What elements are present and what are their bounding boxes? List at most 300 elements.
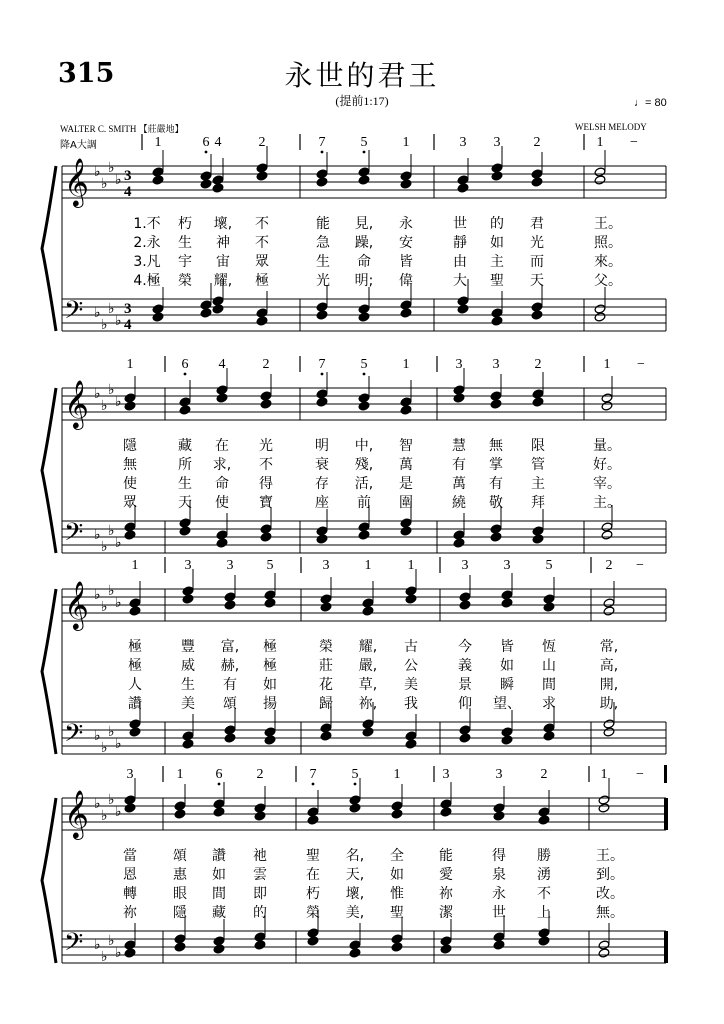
jianpu-number: 2 xyxy=(605,558,613,573)
note-head xyxy=(440,936,452,946)
note-head xyxy=(457,296,469,306)
bass-clef-icon: 𝄢 xyxy=(64,296,84,331)
lyric-syllable: 殘, xyxy=(354,457,374,473)
note-head xyxy=(320,594,332,604)
note-head xyxy=(493,940,505,950)
final-number-barline xyxy=(664,765,667,783)
note-head xyxy=(405,594,417,604)
flat-icon: ♭ xyxy=(108,160,115,176)
lyric-syllable: 如 xyxy=(500,658,514,674)
lyric-syllable: 惠 xyxy=(173,867,187,883)
treble-clef-icon: 𝄞 xyxy=(64,379,89,428)
scripture-reference: (提前1:17) xyxy=(335,94,389,108)
flat-icon: ♭ xyxy=(115,313,122,329)
jianpu-number: 3 xyxy=(322,558,330,573)
lyric-syllable: 急 xyxy=(316,235,330,251)
jianpu-number: 2 xyxy=(258,135,266,150)
lyric-syllable: 宇 xyxy=(178,254,192,270)
note-head xyxy=(405,731,417,741)
jianpu-number: − xyxy=(636,558,644,573)
note-head xyxy=(603,598,615,608)
note-head xyxy=(358,522,370,532)
lyric-syllable: 無 xyxy=(123,457,137,473)
flat-icon: ♭ xyxy=(94,587,101,603)
lyric-syllable: 掌 xyxy=(489,457,503,473)
note-head xyxy=(200,179,212,189)
note-head xyxy=(491,308,503,318)
lyric-syllable: 神 xyxy=(216,235,230,251)
system-1 xyxy=(42,134,666,333)
note-head xyxy=(440,799,452,809)
note-head xyxy=(493,803,505,813)
flat-icon: ♭ xyxy=(94,164,101,180)
lyric-syllable: 智 xyxy=(399,438,413,454)
note-head xyxy=(603,719,615,729)
lyric-syllable: 潔 xyxy=(439,905,453,921)
lyric-syllable: 皆 xyxy=(399,254,413,270)
flat-icon: ♭ xyxy=(94,305,101,321)
note-head xyxy=(213,944,225,954)
note-head xyxy=(320,723,332,733)
note-head xyxy=(182,731,194,741)
lyric-syllable: 求 xyxy=(542,696,556,712)
lyric-syllable: 永 xyxy=(492,886,506,902)
note-head xyxy=(594,312,606,322)
note-head xyxy=(349,795,361,805)
note-head xyxy=(216,393,228,403)
jianpu-number: 3 xyxy=(184,558,192,573)
note-head xyxy=(362,727,374,737)
treble-staff xyxy=(62,798,666,830)
note-head xyxy=(254,940,266,950)
brace-icon xyxy=(42,589,56,754)
lyric-syllable: 助, xyxy=(599,696,619,712)
flat-icon: ♭ xyxy=(108,382,115,398)
octave-dot xyxy=(184,373,187,376)
note-head xyxy=(594,167,606,177)
note-head xyxy=(594,175,606,185)
lyric-syllable: 義 xyxy=(458,658,472,674)
lyric-syllable: 父。 xyxy=(594,273,622,289)
note-head xyxy=(264,590,276,600)
note-head xyxy=(358,175,370,185)
lyric-syllable: 美, xyxy=(345,905,365,921)
note-head xyxy=(601,530,613,540)
lyric-syllable: 到。 xyxy=(596,867,624,883)
jianpu-number: 3 xyxy=(492,357,500,372)
note-head xyxy=(491,171,503,181)
lyric-syllable: 明; xyxy=(354,273,374,289)
lyric-syllable: 赫, xyxy=(220,658,240,674)
lyric-syllable: 2.永 xyxy=(133,235,161,251)
jianpu-number: 2 xyxy=(533,135,541,150)
note-head xyxy=(124,948,136,958)
jianpu-number: 2 xyxy=(534,357,542,372)
lyric-syllable: 今 xyxy=(458,639,472,655)
lyric-syllable: 頌 xyxy=(173,848,187,864)
lyric-syllable: 改。 xyxy=(596,886,624,902)
lyric-syllable: 莊 xyxy=(319,658,333,674)
flat-icon: ♭ xyxy=(108,724,115,740)
note-head xyxy=(200,300,212,310)
note-head xyxy=(124,393,136,403)
lyric-syllable: 在 xyxy=(306,867,320,883)
lyric-syllable: 仰 xyxy=(458,696,472,712)
note-head xyxy=(182,594,194,604)
lyric-syllable: 眾 xyxy=(255,254,269,270)
jianpu-number: 3 xyxy=(226,558,234,573)
lyric-syllable: 生 xyxy=(316,254,330,270)
octave-dot xyxy=(312,783,315,786)
lyric-syllable: 不 xyxy=(255,216,269,232)
jianpu-number: 3 xyxy=(126,767,134,782)
lyric-syllable: 威 xyxy=(181,658,195,674)
lyric-syllable: 有 xyxy=(452,457,466,473)
lyric-syllable: 無 xyxy=(489,438,503,454)
lyric-syllable: 不 xyxy=(255,235,269,251)
system-3 xyxy=(42,557,666,756)
lyric-syllable: 泉 xyxy=(492,867,506,883)
note-head xyxy=(152,175,164,185)
note-head xyxy=(532,397,544,407)
lyric-syllable: 聖 xyxy=(306,848,320,864)
note-head xyxy=(400,397,412,407)
lyric-syllable: 3.凡 xyxy=(133,254,161,270)
lyric-syllable: 勝 xyxy=(537,848,551,864)
brace-icon xyxy=(42,388,56,553)
note-head xyxy=(182,739,194,749)
lyric-syllable: 人 xyxy=(128,677,142,693)
lyricist-credit: WALTER C. SMITH 【莊嚴地】 xyxy=(60,124,184,134)
jianpu-number: 1 xyxy=(131,558,139,573)
jianpu-number: 3 xyxy=(461,558,469,573)
jianpu-number: 5 xyxy=(266,558,274,573)
treble-staff xyxy=(62,589,666,621)
lyric-syllable: 不 xyxy=(259,457,273,473)
note-head xyxy=(598,803,610,813)
note-head xyxy=(538,807,550,817)
lyric-syllable: 天, xyxy=(345,867,365,883)
lyric-syllable: 能 xyxy=(316,216,330,232)
note-head xyxy=(457,175,469,185)
note-head xyxy=(601,522,613,532)
note-head xyxy=(216,538,228,548)
note-head xyxy=(543,602,555,612)
note-head xyxy=(491,163,503,173)
jianpu-number: 3 xyxy=(495,767,503,782)
note-head xyxy=(256,171,268,181)
lyric-syllable: 如 xyxy=(212,867,226,883)
lyric-syllable: 萬 xyxy=(452,476,466,492)
lyric-syllable: 極 xyxy=(263,639,277,655)
lyric-syllable: 大 xyxy=(453,273,467,289)
lyric-syllable: 花 xyxy=(319,677,333,693)
note-head xyxy=(182,586,194,596)
note-head xyxy=(316,397,328,407)
note-head xyxy=(603,727,615,737)
note-head xyxy=(129,727,141,737)
lyric-syllable: 的 xyxy=(253,905,267,921)
lyric-syllable: 偉 xyxy=(399,273,413,289)
lyric-syllable: 極 xyxy=(128,639,142,655)
lyric-syllable: 得 xyxy=(259,476,273,492)
note-head xyxy=(501,735,513,745)
lyric-syllable: 天 xyxy=(530,273,544,289)
note-head xyxy=(200,171,212,181)
lyric-syllable: 存 xyxy=(315,476,329,492)
note-head xyxy=(129,598,141,608)
flat-icon: ♭ xyxy=(115,535,122,551)
lyric-syllable: 榮 xyxy=(306,905,320,921)
lyric-syllable: 豐 xyxy=(181,639,195,655)
jianpu-number: 1 xyxy=(603,357,611,372)
note-head xyxy=(358,530,370,540)
bass-staff xyxy=(62,931,666,963)
lyric-syllable: 即 xyxy=(253,886,267,902)
flat-icon: ♭ xyxy=(108,301,115,317)
treble-clef-icon: 𝄞 xyxy=(64,157,89,206)
lyric-syllable: 主 xyxy=(531,476,545,492)
flat-icon: ♭ xyxy=(115,736,122,752)
jianpu-number: 1 xyxy=(154,135,162,150)
key-signature-label: 降A大調 xyxy=(60,140,97,151)
jianpu-number: 6 xyxy=(215,767,223,782)
note-head xyxy=(320,731,332,741)
lyric-syllable: 湧 xyxy=(537,867,551,883)
jianpu-number: 1 xyxy=(596,135,604,150)
lyric-syllable: 山 xyxy=(542,658,556,674)
lyric-syllable: 間 xyxy=(212,886,226,902)
jianpu-number: 2 xyxy=(540,767,548,782)
system-2 xyxy=(42,356,666,555)
note-head xyxy=(358,401,370,411)
lyric-syllable: 望、 xyxy=(493,696,521,712)
lyric-syllable: 雲 xyxy=(253,867,267,883)
lyric-syllable: 祢 xyxy=(123,905,137,921)
note-head xyxy=(124,940,136,950)
note-head xyxy=(358,312,370,322)
lyric-syllable: 揚 xyxy=(263,696,277,712)
note-head xyxy=(179,526,191,536)
flat-icon: ♭ xyxy=(101,949,108,965)
lyric-syllable: 1.不 xyxy=(133,216,161,232)
lyric-syllable: 主 xyxy=(490,254,504,270)
flat-icon: ♭ xyxy=(101,398,108,414)
flat-icon: ♭ xyxy=(101,808,108,824)
lyric-syllable: 是 xyxy=(399,476,413,492)
note-head xyxy=(349,803,361,813)
lyric-syllable: 愛 xyxy=(439,867,453,883)
lyric-syllable: 能 xyxy=(439,848,453,864)
note-head xyxy=(440,944,452,954)
jianpu-number: 5 xyxy=(360,357,368,372)
note-head xyxy=(598,940,610,950)
lyric-syllable: 景 xyxy=(458,677,472,693)
lyric-syllable: 隱 xyxy=(123,438,137,454)
note-head xyxy=(358,304,370,314)
note-head xyxy=(316,534,328,544)
note-head xyxy=(254,803,266,813)
note-head xyxy=(212,183,224,193)
note-head xyxy=(129,606,141,616)
note-head xyxy=(453,393,465,403)
lyric-syllable: 得 xyxy=(492,848,506,864)
lyric-syllable: 瞬 xyxy=(500,677,514,693)
note-head xyxy=(543,723,555,733)
lyric-syllable: 耀, xyxy=(358,639,378,655)
lyric-syllable: 繞 xyxy=(452,495,466,511)
lyric-syllable: 壞, xyxy=(345,886,365,902)
lyric-syllable: 榮 xyxy=(319,639,333,655)
note-head xyxy=(124,795,136,805)
lyric-syllable: 全 xyxy=(390,848,404,864)
lyric-syllable: 耀, xyxy=(213,273,233,289)
lyric-syllable: 極 xyxy=(255,273,269,289)
note-head xyxy=(400,308,412,318)
lyric-syllable: 王。 xyxy=(594,216,622,232)
note-head xyxy=(213,936,225,946)
lyric-syllable: 美 xyxy=(181,696,195,712)
note-head xyxy=(124,522,136,532)
note-head xyxy=(603,606,615,616)
lyric-syllable: 上 xyxy=(537,905,551,921)
note-head xyxy=(598,795,610,805)
note-head xyxy=(405,739,417,749)
lyric-syllable: 使 xyxy=(123,476,137,492)
note-head xyxy=(400,179,412,189)
lyric-syllable: 皆 xyxy=(500,639,514,655)
lyric-syllable: 讚 xyxy=(128,696,142,712)
note-head xyxy=(179,397,191,407)
bass-clef-icon: 𝄢 xyxy=(64,928,84,963)
lyric-syllable: 限 xyxy=(531,438,545,454)
note-head xyxy=(152,312,164,322)
note-head xyxy=(124,803,136,813)
note-head xyxy=(400,405,412,415)
lyric-syllable: 慧 xyxy=(452,438,466,454)
jianpu-number: 2 xyxy=(256,767,264,782)
lyric-syllable: 主。 xyxy=(593,495,621,511)
note-head xyxy=(254,932,266,942)
treble-clef-icon: 𝄞 xyxy=(64,789,89,838)
time-signature: 3 xyxy=(124,301,132,317)
note-head xyxy=(213,799,225,809)
lyric-syllable: 祂 xyxy=(253,848,267,864)
lyric-syllable: 生 xyxy=(178,476,192,492)
note-head xyxy=(307,928,319,938)
flat-icon: ♭ xyxy=(115,804,122,820)
note-head xyxy=(493,811,505,821)
lyric-syllable: 命 xyxy=(357,254,371,270)
note-head xyxy=(216,385,228,395)
flat-icon: ♭ xyxy=(101,317,108,333)
octave-dot xyxy=(218,783,221,786)
tempo-marking: ♩= 80 xyxy=(634,97,667,109)
bass-staff xyxy=(62,299,666,331)
jianpu-number: 3 xyxy=(493,135,501,150)
flat-icon: ♭ xyxy=(94,728,101,744)
flat-icon: ♭ xyxy=(94,937,101,953)
jianpu-number: 4 xyxy=(214,135,222,150)
lyric-syllable: 榮 xyxy=(178,273,192,289)
lyric-syllable: 宰。 xyxy=(593,476,621,492)
lyric-syllable: 讚 xyxy=(212,848,226,864)
jianpu-number: − xyxy=(630,135,638,150)
lyric-syllable: 明 xyxy=(315,438,329,454)
lyric-syllable: 藏 xyxy=(178,438,192,454)
lyric-syllable: 活, xyxy=(354,476,374,492)
note-head xyxy=(320,602,332,612)
note-head xyxy=(212,175,224,185)
jianpu-number: 7 xyxy=(309,767,317,782)
lyric-syllable: 有 xyxy=(489,476,503,492)
lyric-syllable: 天 xyxy=(178,495,192,511)
octave-dot xyxy=(354,783,357,786)
lyric-syllable: 聖 xyxy=(490,273,504,289)
note-head xyxy=(264,727,276,737)
lyric-syllable: 君 xyxy=(530,216,544,232)
note-head xyxy=(594,304,606,314)
lyric-syllable: 的 xyxy=(490,216,504,232)
lyric-syllable: 求, xyxy=(212,457,232,473)
lyric-syllable: 所 xyxy=(178,457,192,473)
note-head xyxy=(362,719,374,729)
octave-dot xyxy=(321,373,324,376)
octave-dot xyxy=(363,151,366,154)
note-head xyxy=(538,928,550,938)
note-head xyxy=(453,530,465,540)
lyric-syllable: 永 xyxy=(399,216,413,232)
brace-icon xyxy=(42,166,56,331)
note-head xyxy=(129,719,141,729)
note-head xyxy=(349,948,361,958)
lyric-syllable: 開, xyxy=(599,677,619,693)
lyric-syllable: 高, xyxy=(599,658,619,674)
note-head xyxy=(179,518,191,528)
jianpu-number: − xyxy=(636,767,644,782)
lyric-syllable: 4.極 xyxy=(133,273,161,289)
jianpu-number: 1 xyxy=(176,767,184,782)
note-head xyxy=(453,538,465,548)
note-head xyxy=(307,807,319,817)
jianpu-number: 7 xyxy=(318,357,326,372)
lyric-syllable: 轉 xyxy=(123,886,137,902)
brace-icon xyxy=(42,798,56,963)
lyric-syllable: 量。 xyxy=(593,438,621,454)
note-head xyxy=(532,534,544,544)
jianpu-number: 1 xyxy=(407,558,415,573)
jianpu-number: 2 xyxy=(262,357,270,372)
lyric-syllable: 命 xyxy=(215,476,229,492)
note-head xyxy=(256,316,268,326)
bass-clef-icon: 𝄢 xyxy=(64,518,84,553)
note-head xyxy=(264,598,276,608)
note-head xyxy=(601,401,613,411)
flat-icon: ♭ xyxy=(94,527,101,543)
note-head xyxy=(152,304,164,314)
lyric-syllable: 生 xyxy=(178,235,192,251)
flat-icon: ♭ xyxy=(108,523,115,539)
note-head xyxy=(501,590,513,600)
lyric-syllable: 光 xyxy=(259,438,273,454)
lyric-syllable: 世 xyxy=(492,905,506,921)
flat-icon: ♭ xyxy=(101,599,108,615)
lyric-syllable: 如 xyxy=(390,867,404,883)
lyric-syllable: 由 xyxy=(453,254,467,270)
lyric-syllable: 祢 xyxy=(439,886,453,902)
lyric-syllable: 朽 xyxy=(178,216,192,232)
lyric-syllable: 祢, xyxy=(358,696,378,712)
